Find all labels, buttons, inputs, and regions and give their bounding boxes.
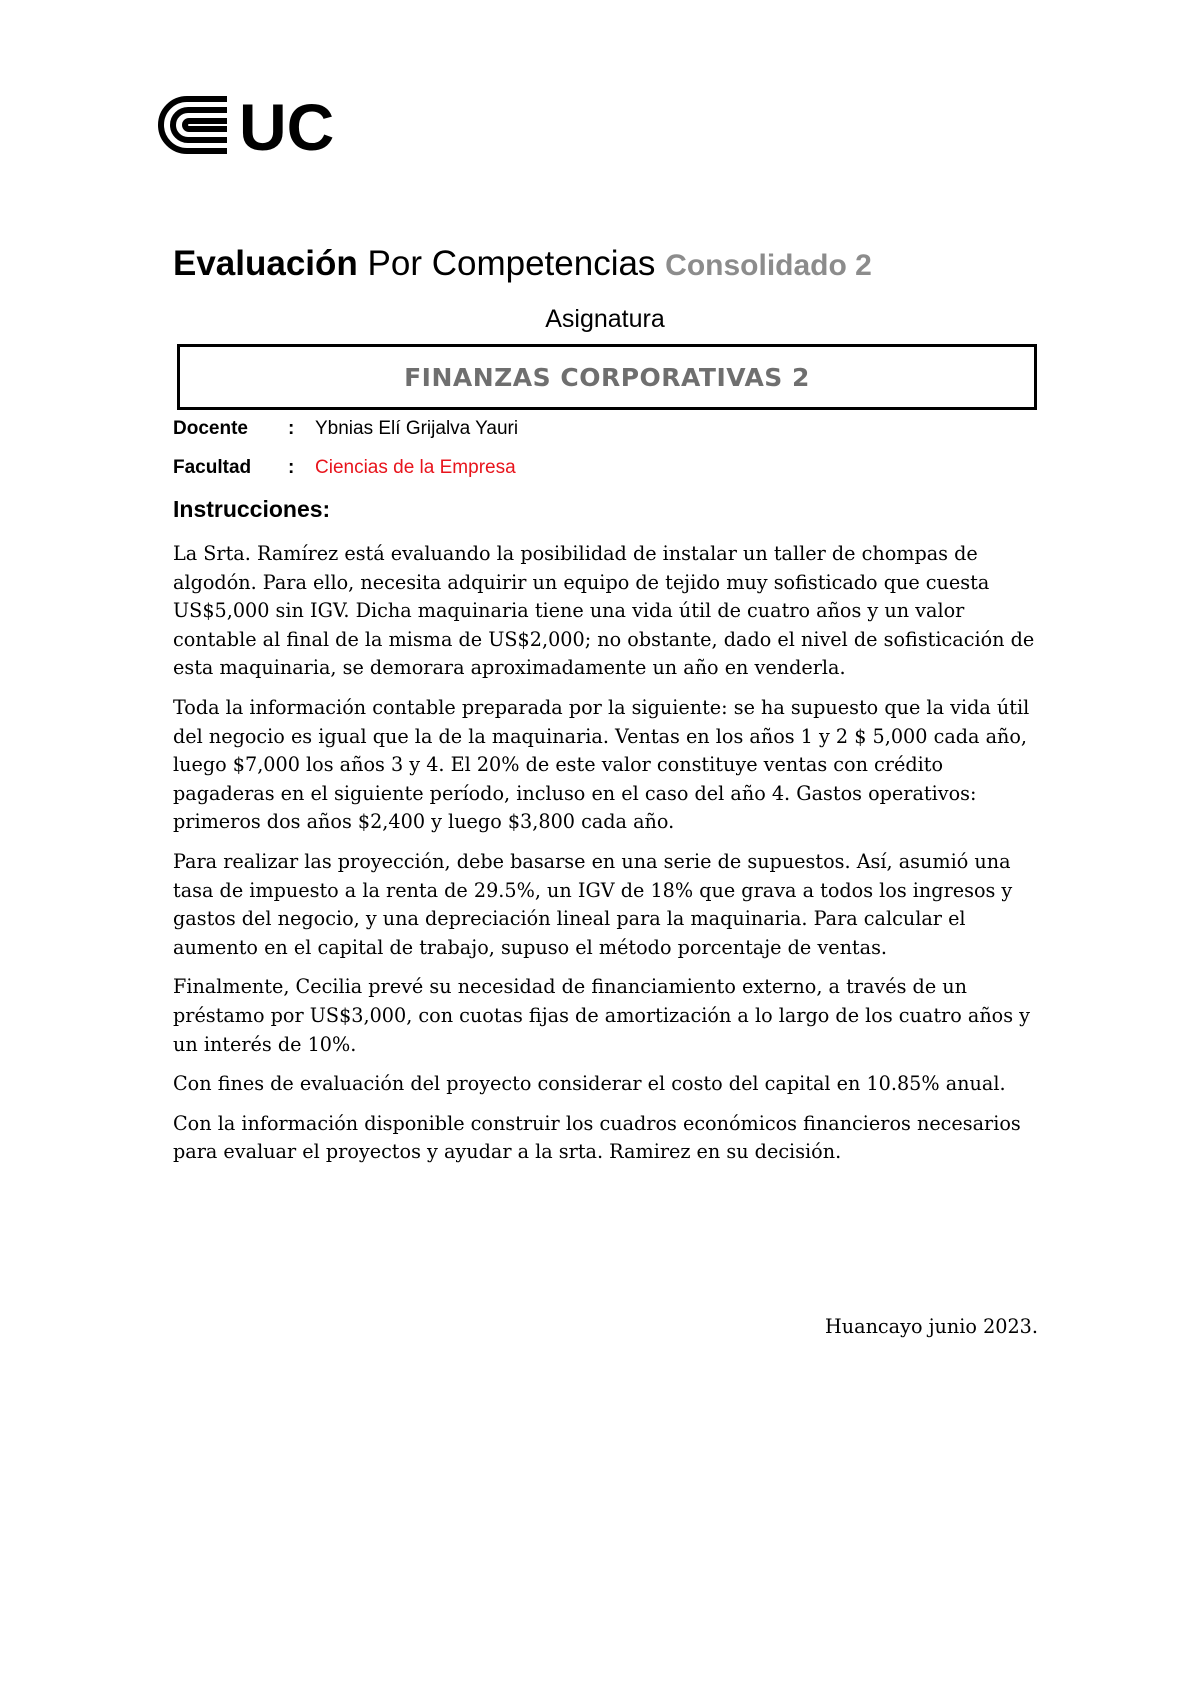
facultad-row — [173, 456, 516, 480]
paragraph: Para realizar las proyección, debe basarse en una serie de supuestos. Así, asumió una tasa de impuesto a la renta de 29.5%, un IGV de 18% que grava a todos los ingresos y gastos del negocio, y una depreciación lineal para la maquinaria. Para calcular el aumento en el capital de trabajo, supuso el método porcentaje de ventas. — [173, 849, 1013, 959]
facultad-value: Ciencias de la Empresa — [315, 457, 516, 478]
uc-logo — [157, 96, 347, 154]
instructions-body — [173, 540, 1043, 1178]
docente-row — [173, 417, 518, 441]
paragraph: Toda la información contable preparada por la siguiente: se ha supuesto que la vida útil del negocio es igual que la de la maquinaria. Ventas en los años 1 y 2 $ 5,000 cada año, luego $7,000 los años 3 y 4. El 20% de este valor constituye ventas con crédito pagaderas en el siguiente período, incluso en el caso del año 4. Gastos operativos: primeros dos años $2,400 y luego $3,800 cada año. — [173, 695, 1030, 834]
paragraph: Finalmente, Cecilia prevé su necesidad de financiamiento externo, a través de un préstamo por US$3,000, con cuotas fijas de amortización a lo largo de los cuatro años y un interés de 10%. — [173, 975, 1031, 1056]
docente-colon: : — [288, 418, 295, 439]
facultad-label: Facultad — [173, 457, 252, 478]
title-regular: Por Competencias — [357, 244, 666, 283]
course-name: FINANZAS CORPORATIVAS 2 — [404, 362, 810, 392]
logo-text: UC — [239, 96, 335, 154]
paragraph: La Srta. Ramírez está evaluando la posibilidad de instalar un taller de chompas de algodón. Para ello, necesita adquirir un equipo de tejido muy sofisticado que cuesta US$5,000 sin IGV. Dicha maquinaria tiene una vida útil de cuatro años y un valor contable al final de la misma de US$2,000; no obstante, dado el nivel de sofisticación de esta maquinaria, se demorara aproximadamente un año en venderla. — [173, 542, 1035, 680]
docente-value: Ybnias Elí Grijalva Yauri — [315, 418, 519, 439]
page-title — [173, 244, 872, 286]
instructions-heading: Instrucciones: — [173, 496, 331, 522]
title-gray: Consolidado 2 — [665, 249, 872, 282]
paragraph: Con la información disponible construir los cuadros económicos financieros necesarios para evaluar el proyectos y ayudar a la srta. Ramirez en su decisión. — [173, 1111, 1021, 1164]
uc-stripes-logo-icon — [157, 96, 347, 154]
facultad-colon: : — [288, 457, 295, 478]
docente-label: Docente — [173, 418, 248, 439]
paragraph: Con fines de evaluación del proyecto considerar el costo del capital en 10.85% anual. — [173, 1072, 1006, 1096]
title-bold: Evaluación — [173, 244, 358, 283]
subject-label: Asignatura — [545, 305, 665, 333]
date-line: Huancayo junio 2023. — [825, 1315, 1038, 1338]
course-box — [177, 344, 1037, 410]
